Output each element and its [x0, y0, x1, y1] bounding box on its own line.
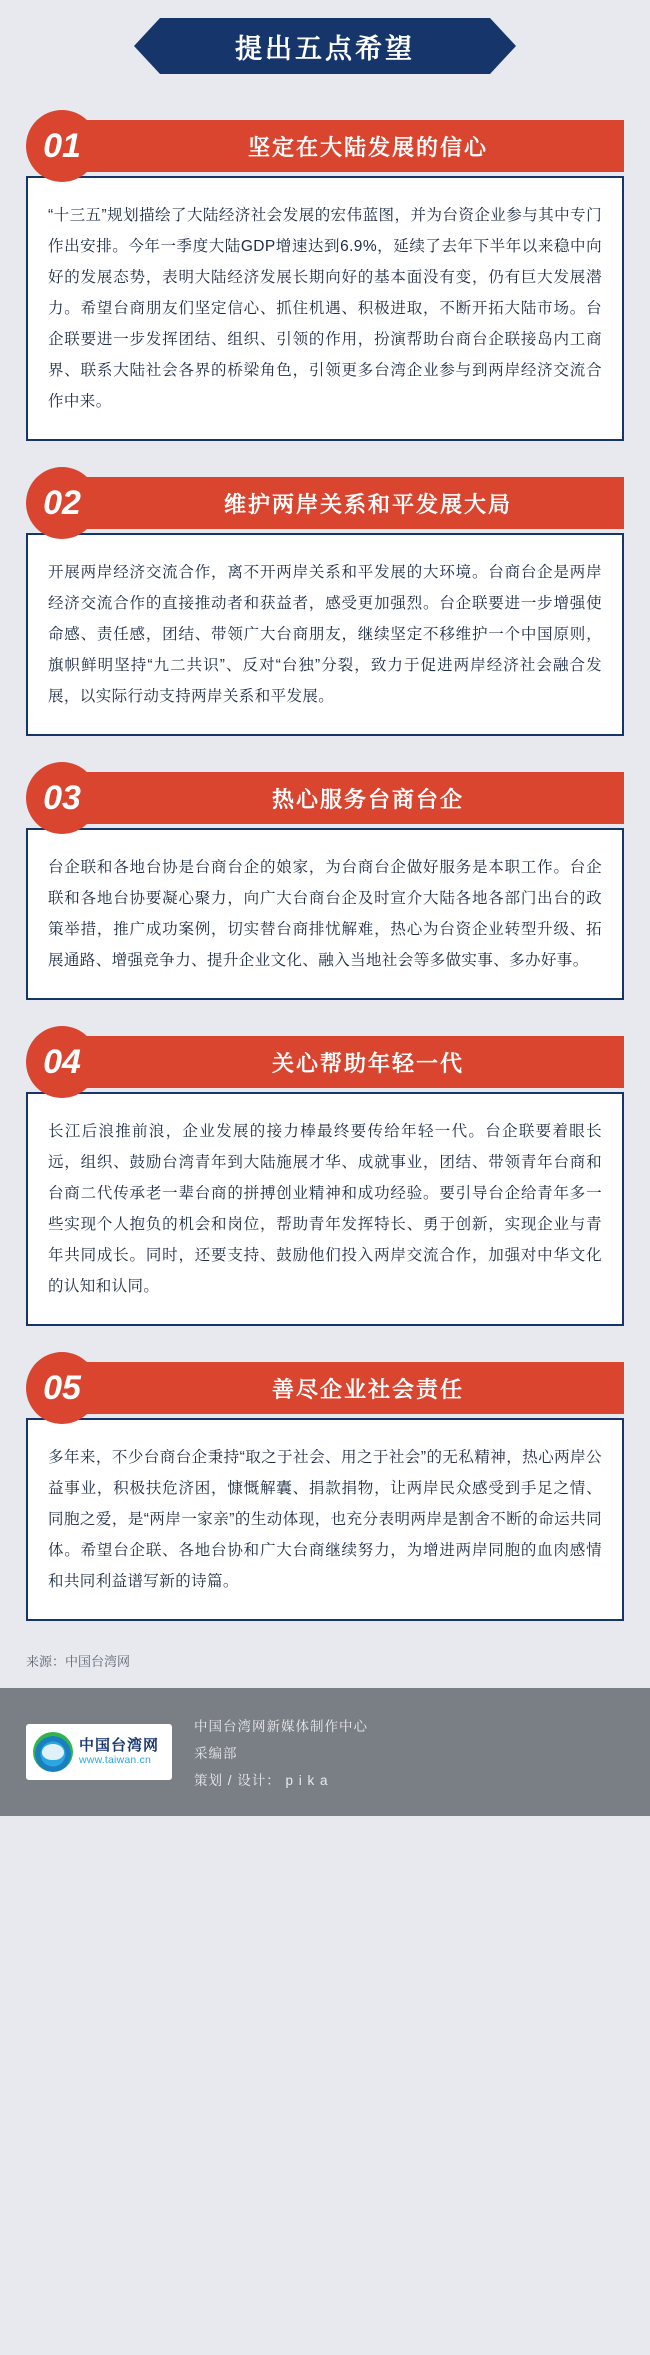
- section-02-body: [26, 533, 624, 736]
- section-03-header: [26, 762, 624, 834]
- footer-line-3: 策划 / 设计： p i k a: [194, 1773, 329, 1788]
- section-03-heading-bar: [72, 772, 624, 824]
- section-01-number-badge: 01: [26, 110, 98, 182]
- section-04-number-badge: 04: [26, 1026, 98, 1098]
- site-logo[interactable]: [26, 1724, 172, 1780]
- section-05-number-badge: 05: [26, 1352, 98, 1424]
- section-01-header: [26, 110, 624, 182]
- section-05-heading: 善尽企业社会责任: [271, 1376, 464, 1402]
- section-04-body: [26, 1092, 624, 1326]
- section-04-header: [26, 1026, 624, 1098]
- site-logo-text: [79, 1737, 159, 1767]
- footer-line-2: 采编部: [194, 1746, 238, 1761]
- section-05-body: [26, 1418, 624, 1621]
- section-02-heading: 维护两岸关系和平发展大局: [223, 491, 512, 517]
- section-03-heading: 热心服务台商台企: [271, 786, 464, 812]
- section-03-text: 台企联和各地台协是台商台企的娘家，为台商台企做好服务是本职工作。台企联和各地台协要凝心聚力，向广大台商台企及时宣介大陆各地各部门出台的政策举措，推广成功案例，切实替台商排忧解难，热心为台资企业转型升级、拓展通路、增强竞争力、提升企业文化、融入当地社会等多做实事、多办好事。: [48, 859, 602, 969]
- section-02-header: [26, 467, 624, 539]
- section-02: [26, 467, 624, 736]
- section-05-header: [26, 1352, 624, 1424]
- site-logo-name: 中国台湾网: [79, 1737, 160, 1755]
- section-03-body: [26, 828, 624, 1000]
- section-01-heading: 坚定在大陆发展的信心: [247, 134, 488, 160]
- section-02-number-badge: 02: [26, 467, 98, 539]
- section-01-heading-bar: [72, 120, 624, 172]
- title-banner: [160, 18, 490, 74]
- page-title: 提出五点希望: [235, 33, 415, 64]
- section-02-text: 开展两岸经济交流合作，离不开两岸关系和平发展的大环境。台商台企是两岸经济交流合作的直接推动者和获益者，感受更加强烈。台企联要进一步增强使命感、责任感，团结、带领广大台商朋友，继续坚定不移维护一个中国原则，旗帜鲜明坚持“九二共识”、反对“台独”分裂，致力于促进两岸经济社会融合发展，以实际行动支持两岸关系和平发展。: [48, 564, 602, 705]
- section-05-text: 多年来，不少台商台企秉持“取之于社会、用之于社会”的无私精神，热心两岸公益事业，积极扶危济困，慷慨解囊、捐款捐物，让两岸民众感受到手足之情、同胞之爱，是“两岸一家亲”的生动体现，也充分表明两岸是割舍不断的命运共同体。希望台企联、各地台协和广大台商继续努力，为增进两岸同胞的血肉感情和共同利益谱写新的诗篇。: [48, 1449, 602, 1590]
- section-04-heading-bar: [72, 1036, 624, 1088]
- footer-credits: [194, 1715, 368, 1789]
- footer: [0, 1688, 650, 1816]
- section-04-heading: 关心帮助年轻一代: [271, 1050, 464, 1076]
- site-logo-url: www.taiwan.cn: [79, 1754, 152, 1767]
- globe-icon: [33, 1732, 73, 1772]
- section-05-heading-bar: [72, 1362, 624, 1414]
- section-02-heading-bar: [72, 477, 624, 529]
- section-05: [26, 1352, 624, 1621]
- title-banner-wrapper: [0, 0, 650, 80]
- section-03: [26, 762, 624, 1000]
- source-label: 来源：中国台湾网: [26, 1654, 131, 1669]
- section-01: [26, 110, 624, 441]
- section-01-text: “十三五”规划描绘了大陆经济社会发展的宏伟蓝图，并为台资企业参与其中专门作出安排。今年一季度大陆GDP增速达到6.9%，延续了去年下半年以来稳中向好的发展态势，表明大陆经济发展长期向好的基本面没有变，仍有巨大发展潜力。希望台商朋友们坚定信心、抓住机遇、积极进取，不断开拓大陆市场。台企联要进一步发挥团结、组织、引领的作用，扮演帮助台商台企联接岛内工商界、联系大陆社会各界的桥梁角色，引领更多台湾企业参与到两岸经济交流合作中来。: [48, 207, 602, 410]
- section-04: [26, 1026, 624, 1326]
- section-01-body: [26, 176, 624, 441]
- footer-line-1: 中国台湾网新媒体制作中心: [194, 1719, 368, 1734]
- section-04-text: 长江后浪推前浪，企业发展的接力棒最终要传给年轻一代。台企联要着眼长远，组织、鼓励台湾青年到大陆施展才华、成就事业，团结、带领青年台商和台商二代传承老一辈台商的拼搏创业精神和成功经验。要引导台企给青年多一些实现个人抱负的机会和岗位，帮助青年发挥特长、勇于创新，实现企业与青年共同成长。同时，还要支持、鼓励他们投入两岸交流合作，加强对中华文化的认知和认同。: [48, 1123, 602, 1295]
- section-03-number-badge: 03: [26, 762, 98, 834]
